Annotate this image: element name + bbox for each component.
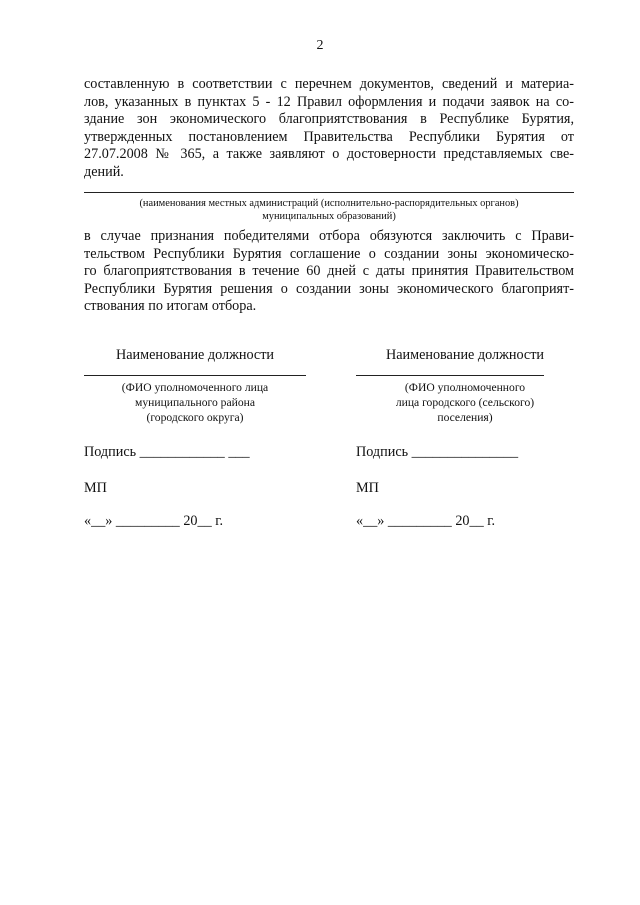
admin-caption-line: муниципальных образований)	[262, 211, 396, 222]
right-name-caption	[356, 380, 574, 425]
left-signature-field: Подпись ____________ ___	[84, 444, 250, 460]
right-stamp-label: МП	[356, 480, 379, 496]
right-caption-line: лица городского (сельского)	[395, 396, 535, 409]
right-date-field: «__» _________ 20__ г.	[356, 513, 495, 529]
admin-caption-line: (наименования местных администраций (исполнительно-распорядительных органов)	[139, 198, 519, 209]
admin-name-rule	[84, 192, 574, 193]
left-date-field: «__» _________ 20__ г.	[84, 513, 223, 529]
paragraph-line: дений.	[84, 163, 124, 180]
paragraph-line: го благоприятствования в течение 60 дней с даты принятия Правительством	[84, 263, 574, 280]
paragraph-line: составленную в соответствии с перечнем документов, сведений и материа-	[84, 76, 574, 92]
admin-name-caption	[84, 197, 574, 223]
paragraph-line: тельством Республики Бурятия соглашение о создании зоны экономическо-	[84, 245, 574, 262]
paragraph-line: в случае признания победителями отбора обязуются заключить с Прави-	[84, 228, 574, 244]
right-caption-line: поселения)	[437, 411, 493, 424]
paragraph-line: лов, указанных в пунктах 5 - 12 Правил оформления и подачи заявок на со-	[84, 93, 574, 110]
paragraph-obligation	[84, 228, 574, 316]
right-caption-line: (ФИО уполномоченного	[404, 381, 526, 394]
paragraph-line: 27.07.2008 № 365, а также заявляют о достоверности представляемых све-	[84, 146, 574, 163]
left-position-title: Наименование должности	[115, 347, 275, 363]
right-position-title: Наименование должности	[385, 347, 545, 363]
left-caption-line: (ФИО уполномоченного лица	[121, 381, 269, 394]
left-caption-line: (городского округа)	[146, 411, 244, 424]
left-name-rule	[84, 375, 306, 376]
left-stamp-label: МП	[84, 480, 107, 496]
right-signature-field: Подпись _______________	[356, 444, 519, 460]
page-number: 2	[316, 38, 324, 53]
paragraph-documents	[84, 76, 574, 182]
paragraph-line: ствования по итогам отбора.	[84, 298, 257, 315]
left-name-caption	[84, 380, 306, 425]
left-caption-line: муниципального района	[135, 396, 255, 409]
paragraph-line: утвержденных постановлением Правительства Республики Бурятия от	[84, 128, 574, 145]
right-name-rule	[356, 375, 544, 376]
paragraph-line: Республики Бурятия решения о создании зоны экономического благоприят-	[84, 280, 574, 297]
paragraph-line: здание зон экономического благоприятствования в Республике Бурятия,	[84, 111, 574, 128]
